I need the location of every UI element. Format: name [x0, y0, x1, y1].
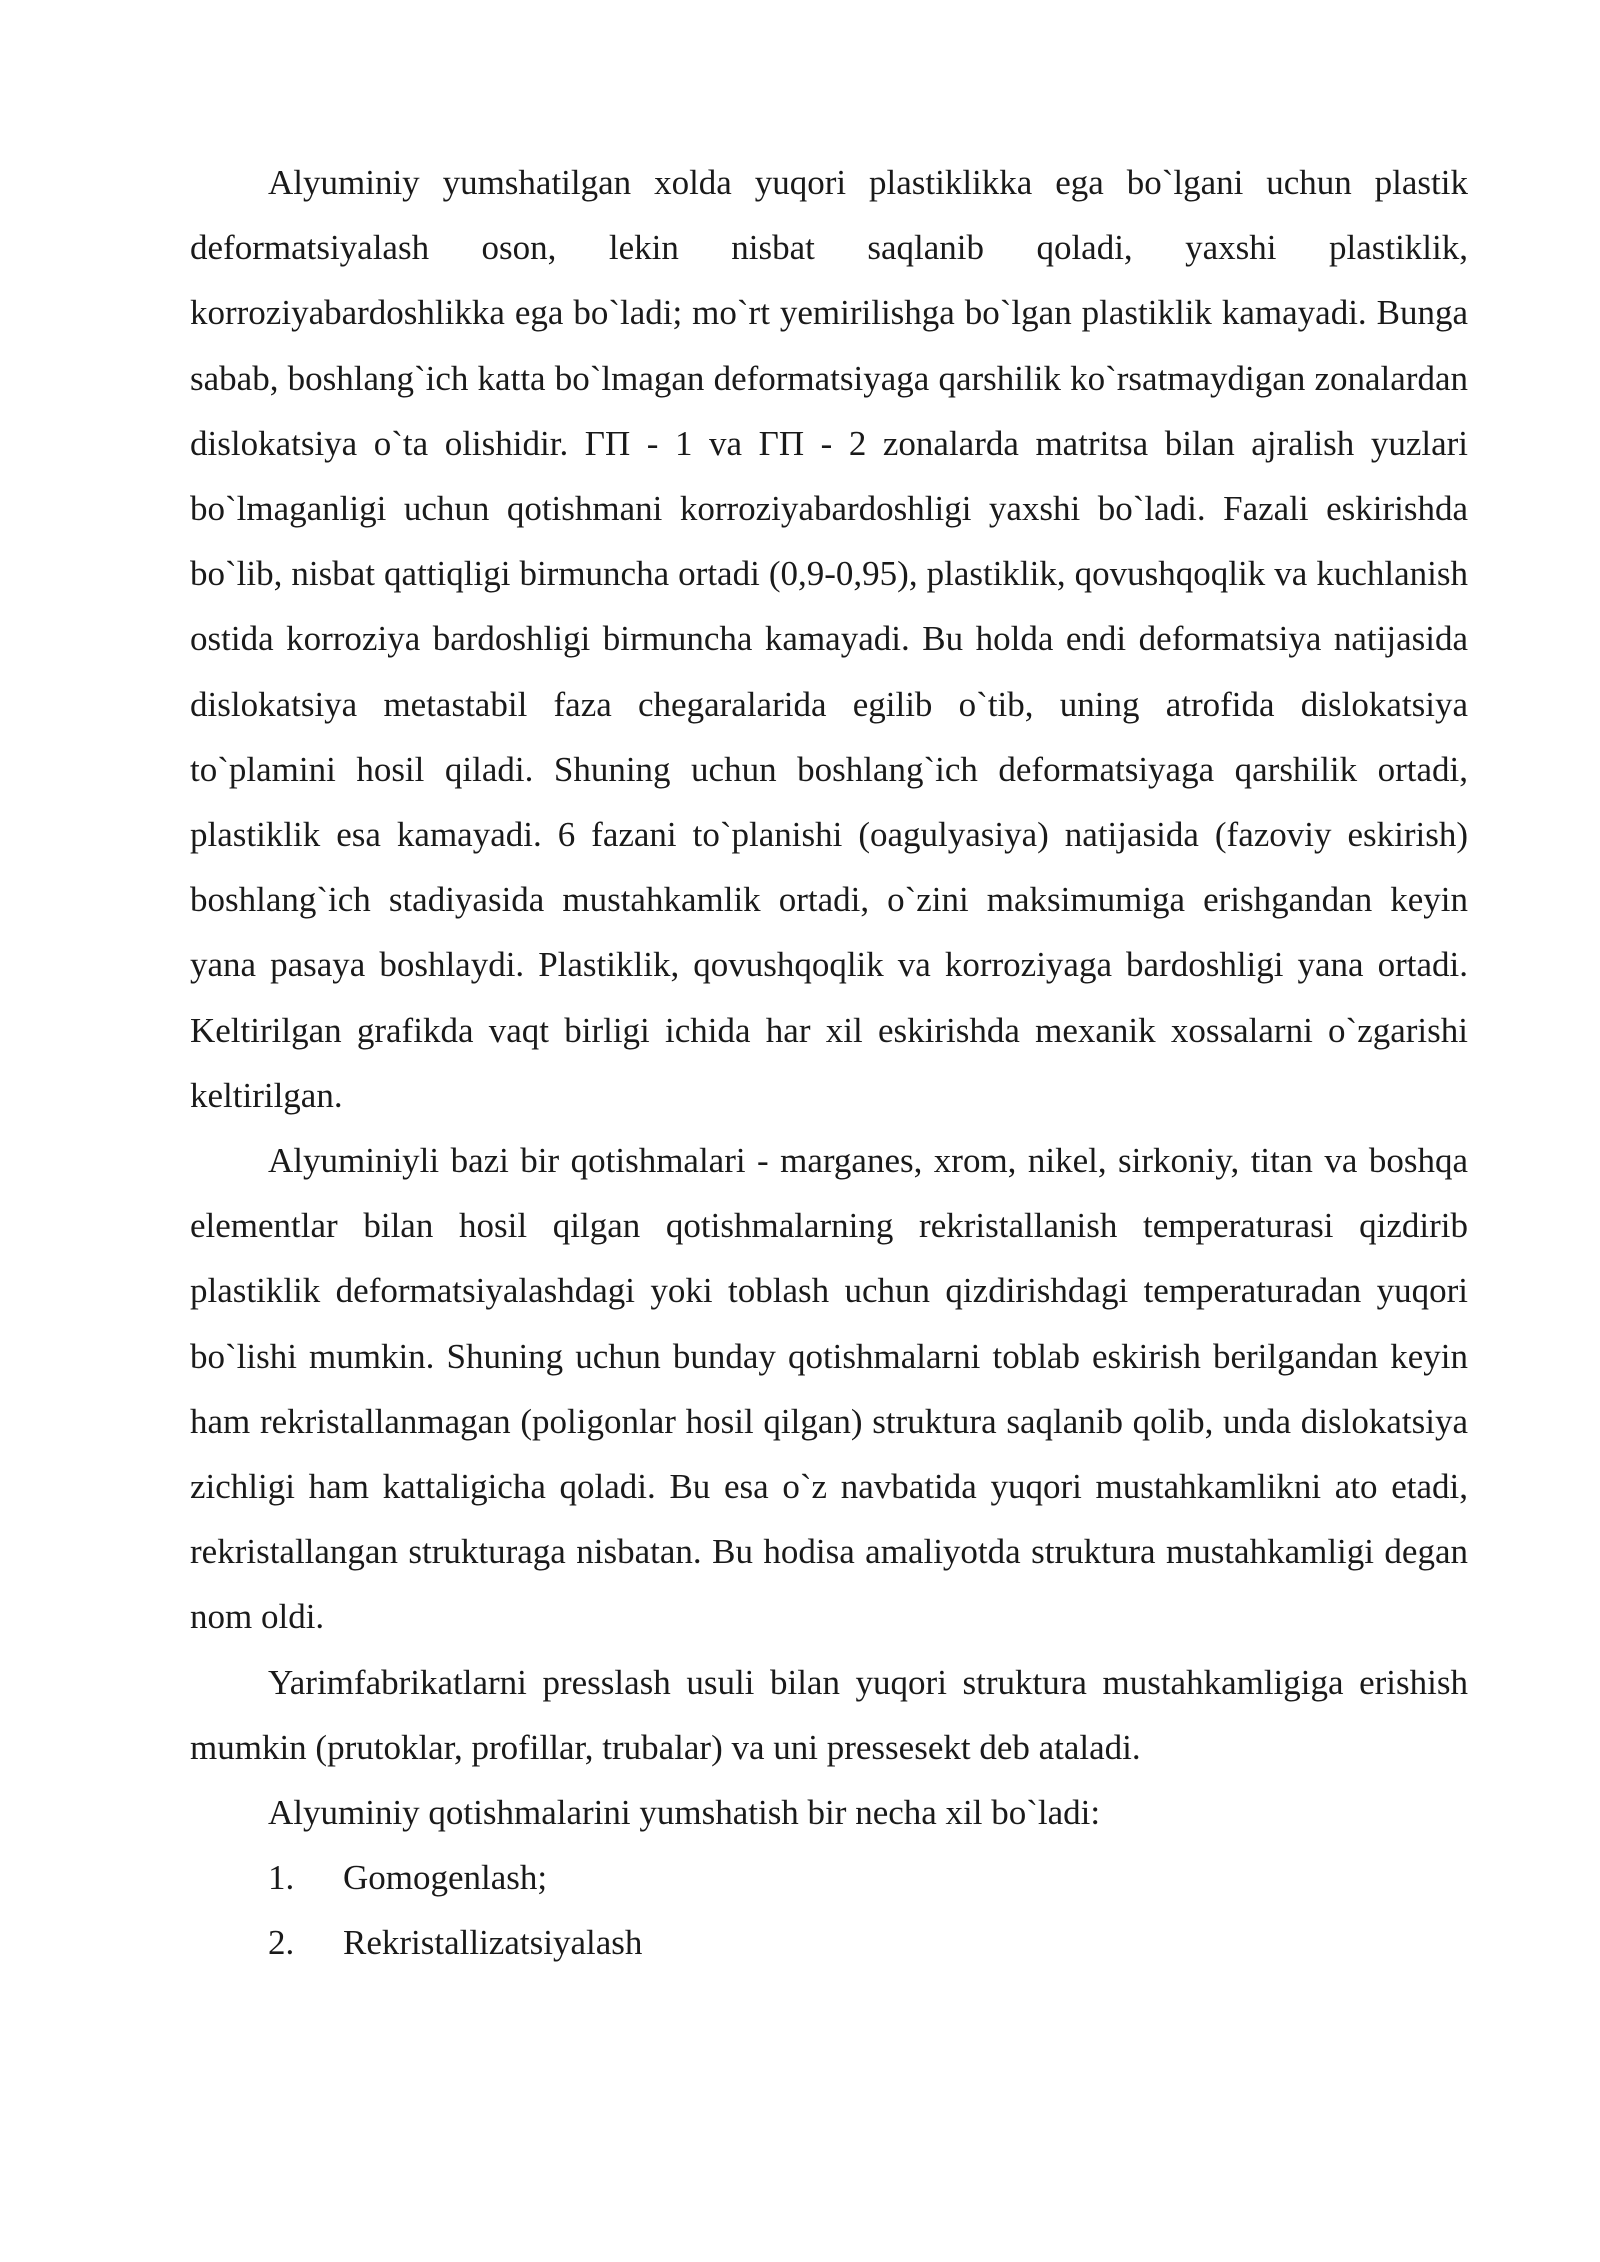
list-item-number: 2. [268, 1923, 295, 1963]
numbered-list [190, 1845, 1468, 1975]
paragraph-4: Alyuminiy qotishmalarini yumshatish bir necha xil bo`ladi: [268, 1793, 1101, 1833]
paragraph-1: Alyuminiy yumshatilgan xolda yuqori plastiklikka ega bo`lgani uchun plastik deformatsiyalash oson, lekin nisbat saqlanib qoladi, yaxshi plastiklik, korroziyabardoshlikka ega bo`ladi; mo`rt yemirilishga bo`lgan plastiklik kamayadi. Bunga sabab, boshlang`ich katta bo`lmagan deformatsiyaga qarshilik ko`rsatmaydigan zonalardan dislokatsiya o`ta olishidir. ГП - 1 va ГП - 2 zonalarda matritsa bilan ajralish yuzlari bo`lmaganligi uchun qotishmani korroziyabardoshligi yaxshi bo`ladi. Fazali eskirishda bo`lib, nisbat qattiqligi birmuncha ortadi (0,9-0,95), plastiklik, qovushqoqlik va kuchlanish ostida korroziya bardoshligi birmuncha kamayadi. Bu holda endi deformatsiya natijasida dislokatsiya metastabil faza chegaralarida egilib o`tib, uning atrofida dislokatsiya to`plamini hosil qiladi. Shuning uchun boshlang`ich deformatsiyaga qarshilik ortadi, plastiklik esa kamayadi. 6 fazani to`planishi (oagulyasiya) natijasida (fazoviy eskirish) boshlang`ich stadiyasida mustahkamlik ortadi, o`zini maksimumiga erishgandan keyin yana pasaya boshlaydi. Plastiklik, qovushqoqlik va korroziyaga bardoshligi yana ortadi. Keltirilgan grafikda vaqt birligi ichida har xil eskirishda mexanik xossalarni o`zgarishi keltirilgan. [190, 163, 1468, 1115]
paragraph-2: Alyuminiyli bazi bir qotishmalari - marganes, xrom, nikel, sirkoniy, titan va boshqa elementlar bilan hosil qilgan qotishmalarning rekristallanish temperaturasi qizdirib plastiklik deformatsiyalashdagi yoki toblash uchun qizdirishdagi temperaturadan yuqori bo`lishi mumkin. Shuning uchun bunday qotishmalarni toblab eskirish berilgandan keyin ham rekristallanmagan (poligonlar hosil qilgan) struktura saqlanib qolib, unda dislokatsiya zichligi ham kattaligicha qoladi. Bu esa o`z navbatida yuqori mustahkamlikni ato etadi, rekristallangan strukturaga nisbatan. Bu hodisa amaliyotda struktura mustahkamligi degan nom oldi. [190, 1141, 1468, 1637]
list-item [190, 1845, 1468, 1910]
list-item-number: 1. [268, 1858, 295, 1898]
list-item-text: Gomogenlash; [343, 1858, 548, 1898]
document-body [190, 150, 1468, 1976]
list-item [190, 1910, 1468, 1975]
list-item-text: Rekristallizatsiyalash [343, 1923, 643, 1963]
paragraph-3: Yarimfabrikatlarni presslash usuli bilan yuqori struktura mustahkamligiga erishish mumkin (prutoklar, profillar, trubalar) va uni pressesekt deb ataladi. [190, 1662, 1468, 1767]
